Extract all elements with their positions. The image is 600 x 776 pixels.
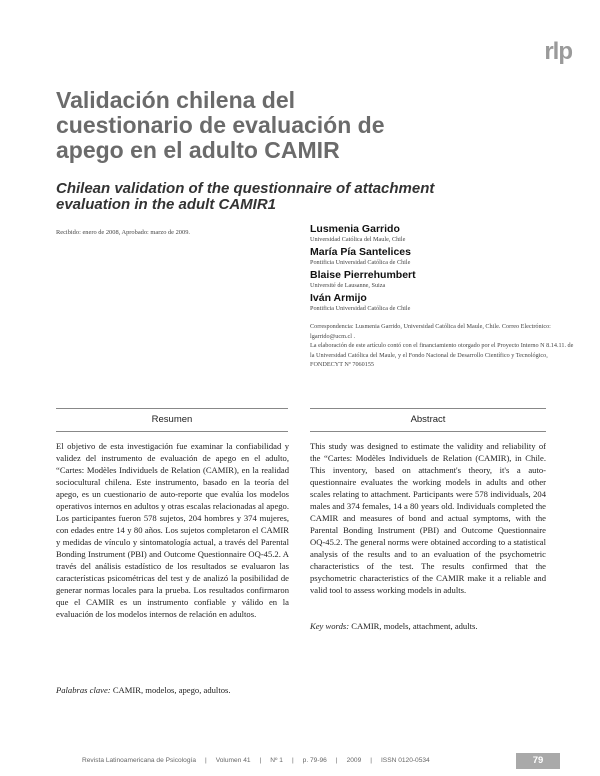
title-en-line: evaluation in the adult CAMIR1 bbox=[56, 196, 277, 213]
footer-volume: Volumen 41 bbox=[215, 757, 251, 764]
journal-logo: rlp bbox=[544, 38, 572, 65]
author-block bbox=[310, 246, 580, 267]
keywords-text: CAMIR, modelos, apego, adultos. bbox=[112, 685, 231, 695]
author-list bbox=[310, 223, 580, 315]
title-es-line: apego en el adulto CAMIR bbox=[56, 137, 340, 163]
received-date: Recibido: enero de 2008, Aprobado: marzo de 2009. bbox=[56, 229, 190, 236]
abstract-keywords bbox=[310, 620, 546, 632]
author-name: Lusmenia Garrido bbox=[310, 223, 400, 235]
author-affiliation: Pontificia Universidad Católica de Chile bbox=[310, 259, 411, 266]
author-block bbox=[310, 292, 580, 313]
footer-issn: ISSN 0120-0534 bbox=[380, 757, 430, 764]
footer-year: 2009 bbox=[346, 757, 362, 764]
author-name: María Pía Santelices bbox=[310, 246, 411, 258]
abstract-body: This study was designed to estimate the validity and reliability of the “Cartes: Modèles Individuels de Relation (CAMIR), in Chile. This inventory, based on attachment's theory, it's a auto-questionnaire evaluates the working models in adults and other scales relating to attachment. Participants were 578 individuals, 204 males and 374 females, 14 a 80 years old. Individuals completed the CAMIR and measures of bond and actual symptoms, with the Parental Bonding Instrument (PBI) and Outcome Questionnaire OQ-45.2. The general norms were obtained according to a statistical analysis of the results and to an evaluation of the psychometric characteristics of the test. The results confirmed that the psychometric characteristics of the CAMIR make it a reliable and valid tool to assess working models in adults. bbox=[310, 441, 546, 595]
resumen-keywords bbox=[56, 684, 289, 696]
resumen-body: El objetivo de esta investigación fue examinar la confiabilidad y validez del instrumento de evaluación de apego en el adulto, “Cartes: Modèles Individuels de Relation (CAMIR), en la realidad sociocultural chilena. Este instrumento, basado en la teoría del apego, es un cuestionario de auto-reporte que evalúa los modelos operativos internos en adultos y otras escalas relacionadas al apego. Los participantes fueron 578 sujetos, 204 hombres y 374 mujeres, con edades entre 14 y 80 años. Los sujetos completaron el CAMIR y medidas de vínculo y sintomatología actual, a través del Parental Bonding Instrument (PBI) and Outcome Questionnaire OQ-45.2. A través del análisis estadístico de los resultados se evaluaron las características psicométricas del test y de analizó la posibilidad de generar normas locales para la prueba. Los resultados confirmaron que el CAMIR es un instrumento confiable y válido en la evaluación de los modelos internos de relación en adultos. bbox=[56, 441, 289, 619]
correspondence-text: Correspondencia: Lusmenia Garrido, Universidad Católica del Maule, Chile. Correo Electrónico: lgarrido@ucm.cl . bbox=[310, 323, 551, 340]
page-number: 79 bbox=[516, 753, 560, 769]
correspondence-note bbox=[310, 322, 578, 370]
keywords-text: CAMIR, models, attachment, adults. bbox=[351, 621, 478, 631]
keywords-label: Key words: bbox=[310, 621, 350, 631]
footer-pages: p. 79-96 bbox=[302, 757, 327, 764]
author-block bbox=[310, 223, 580, 244]
resumen-heading: Resumen bbox=[56, 408, 288, 432]
page-footer: Revista Latinoamericana de Psicología | Volumen 41 | Nº 1 | p. 79-96 | 2009 | ISSN 0120-0534 bbox=[82, 757, 430, 764]
abstract-heading: Abstract bbox=[310, 408, 546, 432]
title-en-line: Chilean validation of the questionnaire of attachment bbox=[56, 180, 435, 197]
author-name: Iván Armijo bbox=[310, 292, 367, 304]
author-block bbox=[310, 269, 580, 290]
article-title-spanish bbox=[56, 88, 526, 163]
keywords-label: Palabras clave: bbox=[56, 685, 111, 695]
author-affiliation: Pontificia Universidad Católica de Chile bbox=[310, 305, 411, 312]
footer-number: Nº 1 bbox=[270, 757, 283, 764]
author-affiliation: Université de Lausanne, Suiza bbox=[310, 282, 386, 289]
footer-journal: Revista Latinoamericana de Psicología bbox=[82, 757, 196, 764]
title-es-line: Validación chilena del bbox=[56, 87, 296, 113]
article-title-english bbox=[56, 181, 556, 213]
author-affiliation: Universidad Católica del Maule, Chile bbox=[310, 236, 406, 243]
author-name: Blaise Pierrehumbert bbox=[310, 269, 416, 281]
funding-text: La elaboración de este artículo contó con el financiamiento otorgado por el Proyecto Interno N 8.14.11. de la Universidad Católica del Maule, y el Fondo Nacional de Desarrollo Científico y Tecnológico, FONDECYT Nº 7060155 bbox=[310, 342, 574, 368]
title-es-line: cuestionario de evaluación de bbox=[56, 112, 385, 138]
